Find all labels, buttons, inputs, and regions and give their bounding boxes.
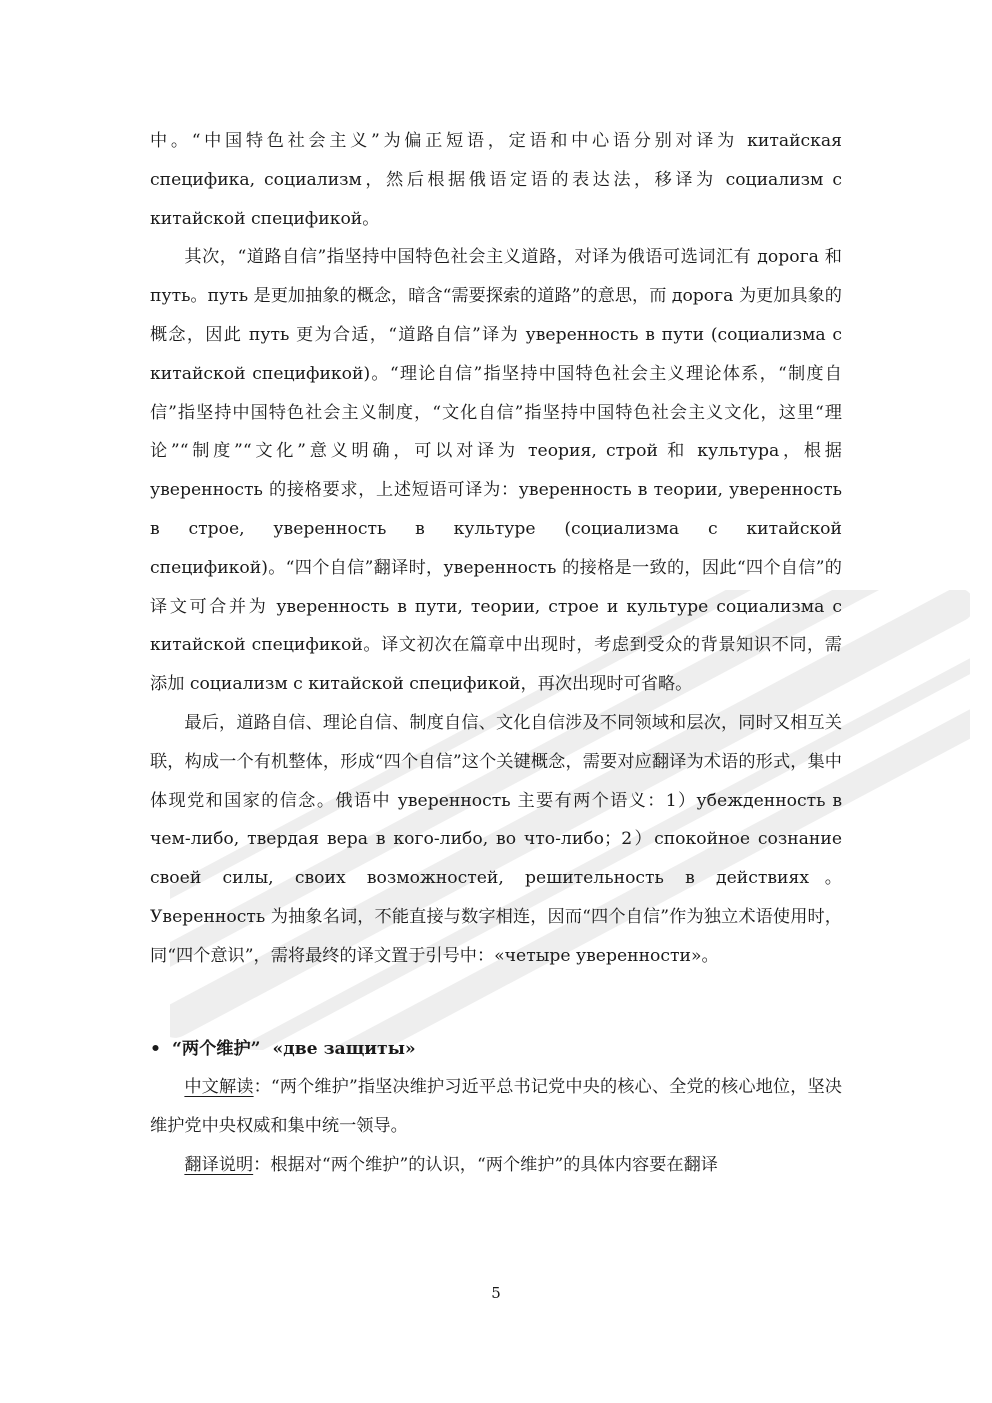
body-text [150, 122, 842, 1185]
bullet-icon: • [150, 1038, 161, 1059]
interpretation-label: 中文解读 [184, 1077, 254, 1098]
section-title-zh: “两个维护” [172, 1038, 261, 1059]
paragraph-3: 最后，道路自信、理论自信、制度自信、文化自信涉及不同领域和层次，同时又相互关联，构成一个有机整体，形成“四个自信”这个关键概念，需要对应翻译为术语的形式，集中体现党和国家的信念。俄语中 уверенность 主要有两个语义：1）убежденность в чем-либо, твердая вера в кого-либо, во что-либо；2）спокойное сознание своей силы, своих возможностей, решительность в действиях。Уверенность 为抽象名词，不能直接与数字相连，因而“四个自信”作为独立术语使用时，同“四个意识”，需将最终的译文置于引号中：«четыре уверенности»。 [150, 712, 842, 966]
section-heading [150, 1030, 842, 1069]
interpretation-text: ：“两个维护”指坚决维护习近平总书记党中央的核心、全党的核心地位，坚决维护党中央权威和集中统一领导。 [150, 1077, 842, 1137]
paragraph-2: 其次，“道路自信”指坚持中国特色社会主义道路，对译为俄语可选词汇有 дорога 和 путь。путь 是更加抽象的概念，暗含“需要探索的道路”的意思，而 дорога 为更加具象的概念，因此 путь 更为合适，“道路自信”译为 уверенность в пути (социализма с китайской спецификой)。“理论自信”指坚持中国特色社会主义理论体系，“制度自信”指坚持中国特色社会主义制度，“文化自信”指坚持中国特色社会主义文化，这里“理论”“制度”“文化”意义明确，可以对译为 теория, строй 和 культура，根据 уверенность 的接格要求，上述短语可译为：уверенность в теории, уверенность в строе, уверенность в культуре (социализма с китайской спецификой)。“四个自信”翻译时，уверенность 的接格是一致的，因此“四个自信”的译文可合并为 уверенность в пути, теории, строе и культуре социализма с китайской спецификой。译文初次在篇章中出现时，考虑到受众的背景知识不同，需添加 социализм с китайской спецификой，再次出现时可省略。 [150, 247, 842, 695]
translation-note-label: 翻译说明 [184, 1154, 254, 1175]
section-title-ru: «две защиты» [272, 1038, 416, 1059]
translation-note-text: ：根据对“两个维护”的认识，“两个维护”的具体内容要在翻译 [253, 1154, 718, 1175]
page-number: 5 [491, 1284, 501, 1302]
interpretation-paragraph [150, 1068, 842, 1146]
paragraph-1: 中。“中国特色社会主义”为偏正短语，定语和中心语分别对译为 китайская специфика, социализм，然后根据俄语定语的表达法，移译为 социализм с китайской спецификой。 [150, 131, 842, 229]
translation-note-paragraph [150, 1146, 842, 1185]
section-gap [150, 976, 842, 1030]
